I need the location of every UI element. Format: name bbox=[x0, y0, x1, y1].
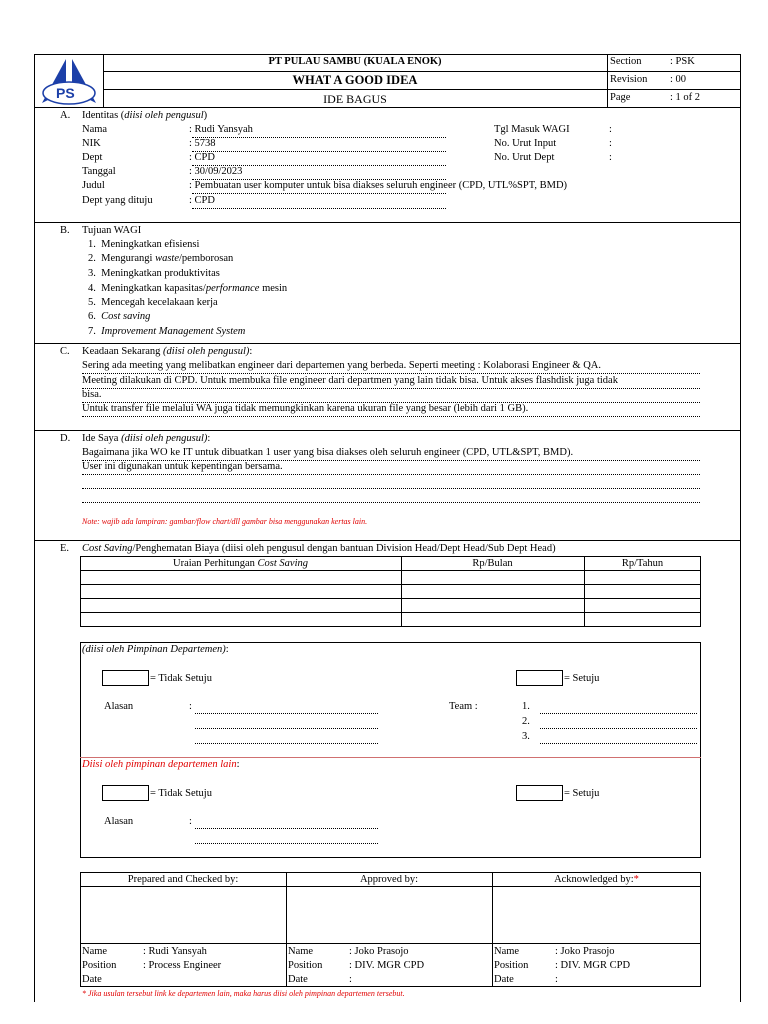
dept-dituju-label: Dept yang dituju bbox=[82, 195, 153, 206]
section-c-title: Keadaan Sekarang (diisi oleh pengusul): bbox=[82, 346, 253, 357]
attachment-note: Note: wajib ada lampiran: gambar/flow chart/dll gambar bisa menggunakan kertas lain. bbox=[82, 517, 368, 526]
other-tidak-setuju-checkbox[interactable] bbox=[102, 785, 149, 801]
other-setuju-checkbox[interactable] bbox=[516, 785, 563, 801]
acknowledged-by-header: Acknowledged by:* bbox=[554, 874, 639, 885]
acknowledged-date[interactable]: : bbox=[555, 974, 558, 985]
section-d-letter: D. bbox=[60, 433, 71, 444]
dept-label: Dept bbox=[82, 152, 103, 163]
idea-line[interactable]: User ini digunakan untuk kepentingan bersama. bbox=[82, 461, 283, 472]
page-label: Page bbox=[610, 92, 631, 103]
current-state-line[interactable]: bisa. bbox=[82, 389, 102, 400]
signature-area[interactable] bbox=[81, 887, 286, 943]
section-b-title: Tujuan WAGI bbox=[82, 225, 142, 236]
nama-value[interactable]: : Rudi Yansyah bbox=[189, 124, 253, 135]
other-setuju-label: = Setuju bbox=[564, 788, 600, 799]
section-b-letter: B. bbox=[60, 225, 70, 236]
prepared-by-header: Prepared and Checked by: bbox=[127, 874, 239, 885]
prepared-name: : Rudi Yansyah bbox=[143, 946, 207, 957]
current-state-line[interactable]: Untuk transfer file melalui WA juga tidak memungkinkan karena ukuran file yang besar (lebih dari 1 GB). bbox=[82, 403, 529, 414]
logo-text: PS bbox=[56, 85, 75, 101]
section-a-title: Identitas (diisi oleh pengusul) bbox=[82, 110, 208, 121]
revision-label: Revision bbox=[610, 74, 648, 85]
goal-item: 3. Meningkatkan produktivitas bbox=[88, 268, 220, 279]
alasan-line[interactable] bbox=[195, 728, 378, 729]
setuju-checkbox[interactable] bbox=[516, 670, 563, 686]
other-dept-title: Diisi oleh pimpinan departemen lain: bbox=[82, 759, 240, 770]
current-state-line[interactable]: Sering ada meeting yang melibatkan engineer dari departemen yang berbeda. Seperti meeting : Kolaborasi Engineer & QA. bbox=[82, 360, 601, 371]
team-line[interactable] bbox=[540, 743, 697, 744]
goal-item: 5. Mencegah kecelakaan kerja bbox=[88, 297, 218, 308]
alasan-line[interactable] bbox=[195, 743, 378, 744]
goal-item: 6. Cost saving bbox=[88, 311, 151, 322]
dept-value[interactable]: : CPD bbox=[189, 152, 215, 163]
section-e-letter: E. bbox=[60, 543, 70, 554]
nik-label: NIK bbox=[82, 138, 101, 149]
nama-label: Nama bbox=[82, 124, 108, 135]
company-name: PT PULAU SAMBU (KUALA ENOK) bbox=[268, 56, 442, 67]
goal-item: 1. Meningkatkan efisiensi bbox=[88, 239, 200, 250]
signature-area[interactable] bbox=[287, 887, 492, 943]
approved-by-header: Approved by: bbox=[359, 874, 419, 885]
current-state-line[interactable]: Meeting dilakukan di CPD. Untuk membuka file engineer dari departmen yang lain tidak bisa. Untuk akses flashdisk juga tidak bbox=[82, 375, 618, 386]
col-rp-bulan-header: Rp/Bulan bbox=[472, 558, 513, 569]
other-alasan-line[interactable] bbox=[195, 828, 378, 829]
approved-name: : Joko Prasojo bbox=[349, 946, 409, 957]
alasan-colon: : bbox=[189, 701, 192, 712]
other-alasan-colon: : bbox=[189, 816, 192, 827]
goal-item: 4. Meningkatkan kapasitas/performance mesin bbox=[88, 283, 288, 294]
judul-value[interactable]: : Pembuatan user komputer untuk bisa diakses seluruh engineer (CPD, UTL%SPT, BMD) bbox=[189, 180, 568, 191]
prepared-position: : Process Engineer bbox=[143, 960, 222, 971]
date-label: Date bbox=[494, 974, 514, 985]
footnote: * Jika usulan tersebut link ke departemen lain, maka harus diisi oleh pimpinan departemen tersebut. bbox=[82, 989, 405, 998]
name-label: Name bbox=[288, 946, 314, 957]
no-urut-input-label: No. Urut Input bbox=[494, 138, 557, 149]
team-line[interactable] bbox=[540, 713, 697, 714]
judul-label: Judul bbox=[82, 180, 105, 191]
team-label: Team : bbox=[449, 701, 478, 712]
tanggal-label: Tanggal bbox=[82, 166, 116, 177]
alasan-line[interactable] bbox=[195, 713, 378, 714]
nik-value[interactable]: : 5738 bbox=[189, 138, 216, 149]
signature-area[interactable] bbox=[493, 887, 700, 943]
section-value: : PSK bbox=[670, 56, 695, 67]
team-line[interactable] bbox=[540, 728, 697, 729]
no-urut-input-value[interactable]: : bbox=[609, 138, 612, 149]
col-uraian-header: Uraian Perhitungan Cost Saving bbox=[172, 558, 309, 569]
name-label: Name bbox=[82, 946, 108, 957]
position-label: Position bbox=[494, 960, 529, 971]
other-tidak-setuju-label: = Tidak Setuju bbox=[150, 788, 212, 799]
team-num: 2. bbox=[522, 716, 530, 727]
alasan-label: Alasan bbox=[104, 701, 134, 712]
no-urut-dept-value[interactable]: : bbox=[609, 152, 612, 163]
no-urut-dept-label: No. Urut Dept bbox=[494, 152, 555, 163]
col-rp-tahun-header: Rp/Tahun bbox=[621, 558, 664, 569]
dept-dituju-value[interactable]: : CPD bbox=[189, 195, 215, 206]
approval-title: (diisi oleh Pimpinan Departemen): bbox=[82, 644, 229, 655]
page-value: : 1 of 2 bbox=[670, 92, 701, 103]
team-num: 1. bbox=[522, 701, 530, 712]
date-label: Date bbox=[288, 974, 308, 985]
section-c-letter: C. bbox=[60, 346, 70, 357]
section-e-title: Cost Saving/Penghematan Biaya (diisi oleh pengusul dengan bantuan Division Head/Dept Head/Sub Dept Head) bbox=[82, 543, 556, 554]
goal-item: 7. Improvement Management System bbox=[88, 326, 246, 337]
form-title: WHAT A GOOD IDEA bbox=[292, 73, 418, 87]
tgl-masuk-label: Tgl Masuk WAGI bbox=[494, 124, 570, 135]
position-label: Position bbox=[82, 960, 117, 971]
team-num: 3. bbox=[522, 731, 530, 742]
approved-position: : DIV. MGR CPD bbox=[349, 960, 425, 971]
other-alasan-label: Alasan bbox=[104, 816, 134, 827]
name-label: Name bbox=[494, 946, 520, 957]
goal-item: 2. Mengurangi waste/pemborosan bbox=[88, 253, 234, 264]
setuju-label: = Setuju bbox=[564, 673, 600, 684]
tidak-setuju-label: = Tidak Setuju bbox=[150, 673, 212, 684]
tgl-masuk-value[interactable]: : bbox=[609, 124, 612, 135]
revision-value: : 00 bbox=[670, 74, 687, 85]
section-d-title: Ide Saya (diisi oleh pengusul): bbox=[82, 433, 211, 444]
position-label: Position bbox=[288, 960, 323, 971]
idea-line[interactable]: Bagaimana jika WO ke IT untuk dibuatkan 1 user yang bisa diakses oleh seluruh engineer (CPD, UTL&SPT, BMD). bbox=[82, 447, 574, 458]
acknowledged-name: : Joko Prasojo bbox=[555, 946, 615, 957]
section-a-letter: A. bbox=[60, 110, 71, 121]
date-label: Date bbox=[82, 974, 102, 985]
tidak-setuju-checkbox[interactable] bbox=[102, 670, 149, 686]
company-logo bbox=[40, 57, 98, 105]
acknowledged-position: : DIV. MGR CPD bbox=[555, 960, 631, 971]
section-label: Section bbox=[610, 56, 642, 67]
approved-date[interactable]: : bbox=[349, 974, 352, 985]
tanggal-value[interactable]: : 30/09/2023 bbox=[189, 166, 243, 177]
other-alasan-line[interactable] bbox=[195, 843, 378, 844]
form-subtitle: IDE BAGUS bbox=[323, 92, 387, 106]
